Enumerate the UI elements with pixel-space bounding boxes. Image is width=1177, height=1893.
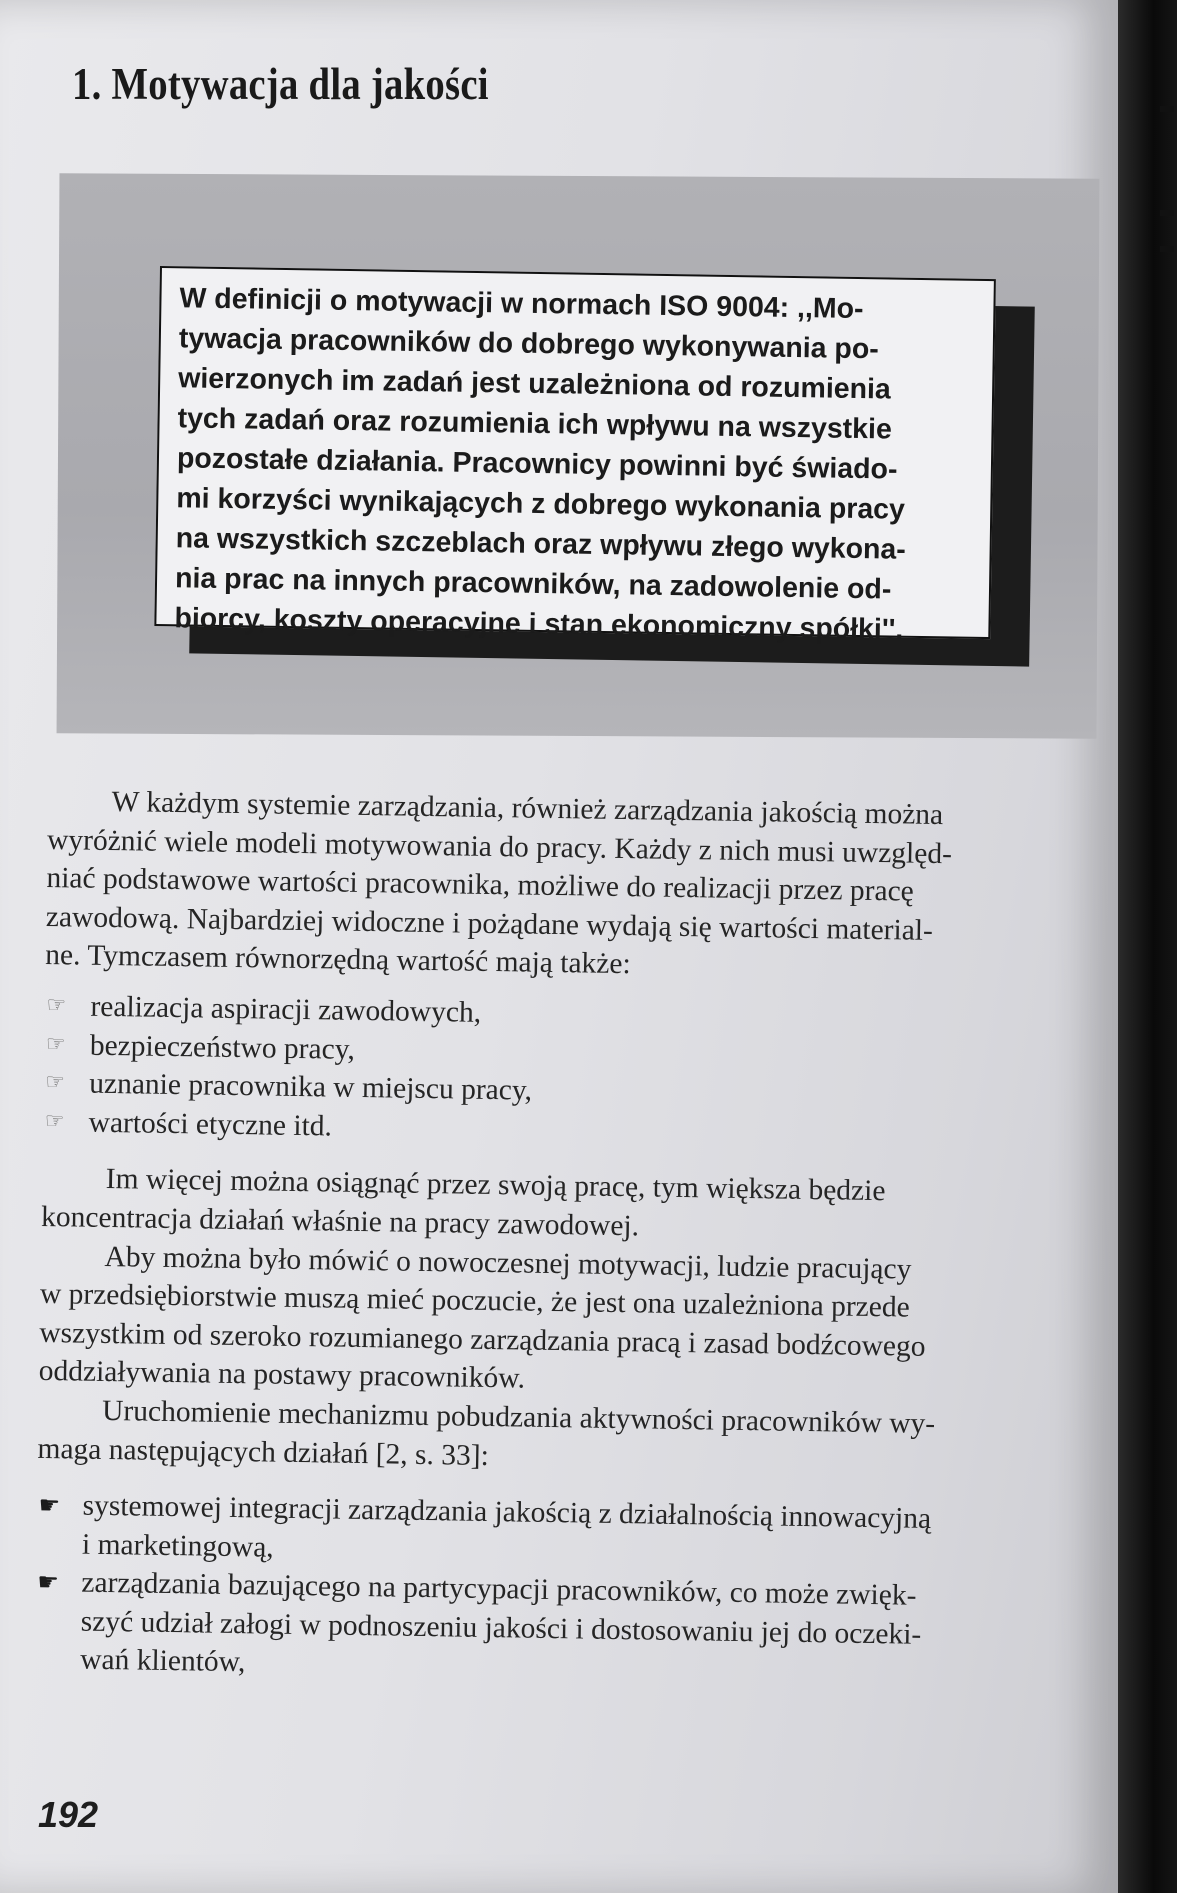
list-item-text: wartości etyczne itd. [88, 1106, 333, 1143]
text-line: oddziaływania na postawy pracowników. [38, 1355, 526, 1395]
list-item-text: i marketingową, [81, 1528, 274, 1564]
pointing-hand-icon: ☞ [45, 1031, 66, 1057]
quote-line: mi korzyści wynikających z dobrego wykonania pracy [176, 482, 906, 526]
pointing-hand-icon: ☞ [46, 992, 67, 1019]
text-line: Im więcej można osiągnąć przez swoją pracę, tym większa będzie [105, 1163, 886, 1208]
text-line: Uruchomienie mechanizmu pobudzania aktywności pracowników wy- [101, 1394, 936, 1440]
page-edge-mark [1160, 246, 1174, 252]
text-line: W każdym systemie zarządzania, również zarządzania jakością można [111, 786, 944, 832]
text-line: Aby można było mówić o nowoczesnej motywacji, ludzie pracujący [104, 1240, 912, 1286]
paragraph-motivation-models [45, 782, 1110, 992]
text-line: maga następujących działań [2, s. 33]: [37, 1432, 490, 1472]
list-item-text: realizacja aspiracji zawodowych, [90, 990, 482, 1029]
body-text [34, 782, 1110, 1696]
text-line: niać podstawowe wartości pracownika, możliwe do realizacji przez pracę [46, 862, 915, 908]
list-item-text: uznanie pracownika w miejscu pracy, [89, 1067, 533, 1107]
quote-line: biorcy, koszty operacyjne i stan ekonomiczny spółki''. [174, 602, 904, 646]
text-line: koncentracja działań właśnie na pracy zawodowej. [40, 1200, 640, 1243]
text-line: wszystkim od szeroko rozumianego zarządzania pracą i zasad bodźcowego [39, 1316, 926, 1363]
list-item-text: bezpieczeństwo pracy, [89, 1029, 356, 1066]
text-line: ne. Tymczasem równorzędną wartość mają także: [45, 939, 631, 981]
list-item-text: systemowej integracji zarządzania jakością z działalnością innowacyjną [82, 1489, 932, 1536]
chapter-title: 1. Motywacja dla jakości [72, 59, 489, 109]
quote-line: tywacja pracowników do dobrego wykonywania po- [178, 322, 879, 366]
quote-line: pozostałe działania. Pracownicy powinni być świado- [176, 442, 898, 486]
text-line: zawodową. Najbardziej widoczne i pożądane wydają się wartości material- [45, 900, 934, 947]
list-item [34, 1563, 1098, 1695]
text-line: w przedsiębiorstwie muszą mieć poczucie, że jest ona uzależniona przede [39, 1278, 910, 1324]
pointing-hand-icon: ☞ [44, 1108, 65, 1135]
pointing-hand-icon: ☞ [45, 1070, 66, 1096]
page-edge-mark [1160, 106, 1174, 112]
quote-line: nia prac na innych pracowników, na zadowolenie od- [174, 562, 892, 606]
paragraph-modern-motivation [38, 1236, 1102, 1407]
actions-list [34, 1486, 1099, 1696]
list-item-text: szyć udział załogi w podnoszeniu jakości i dostosowaniu jej do oczeki- [80, 1605, 922, 1651]
list-item-text: zarządzania bazującego na partycypacji pracowników, co może zwięk- [81, 1566, 917, 1613]
page-number: 192 [38, 1794, 99, 1835]
quote-line: W definicji o motywacji w normach ISO 9004: ,,Mo- [179, 282, 864, 326]
page-edge-mark [1160, 210, 1174, 216]
pointing-hand-icon: ☛ [38, 1491, 61, 1520]
book-spine-shadow [1118, 0, 1177, 1893]
values-list [42, 987, 1106, 1158]
iso-definition-quote-box [154, 266, 996, 646]
text-line: wyróżnić wiele modeli motywowania do pracy. Każdy z nich musi uwzględ- [46, 823, 953, 870]
quote-line: na wszystkich szczeblach oraz wpływu złego wykona- [175, 522, 907, 566]
quote-line: wierzonych im zadań jest uzależniona od rozumienia [177, 362, 892, 406]
list-item-text: wań klientów, [79, 1644, 246, 1679]
quote-line: tych zadań oraz rozumienia ich wpływu na wszystkie [177, 402, 893, 446]
pointing-hand-icon: ☛ [37, 1568, 60, 1597]
